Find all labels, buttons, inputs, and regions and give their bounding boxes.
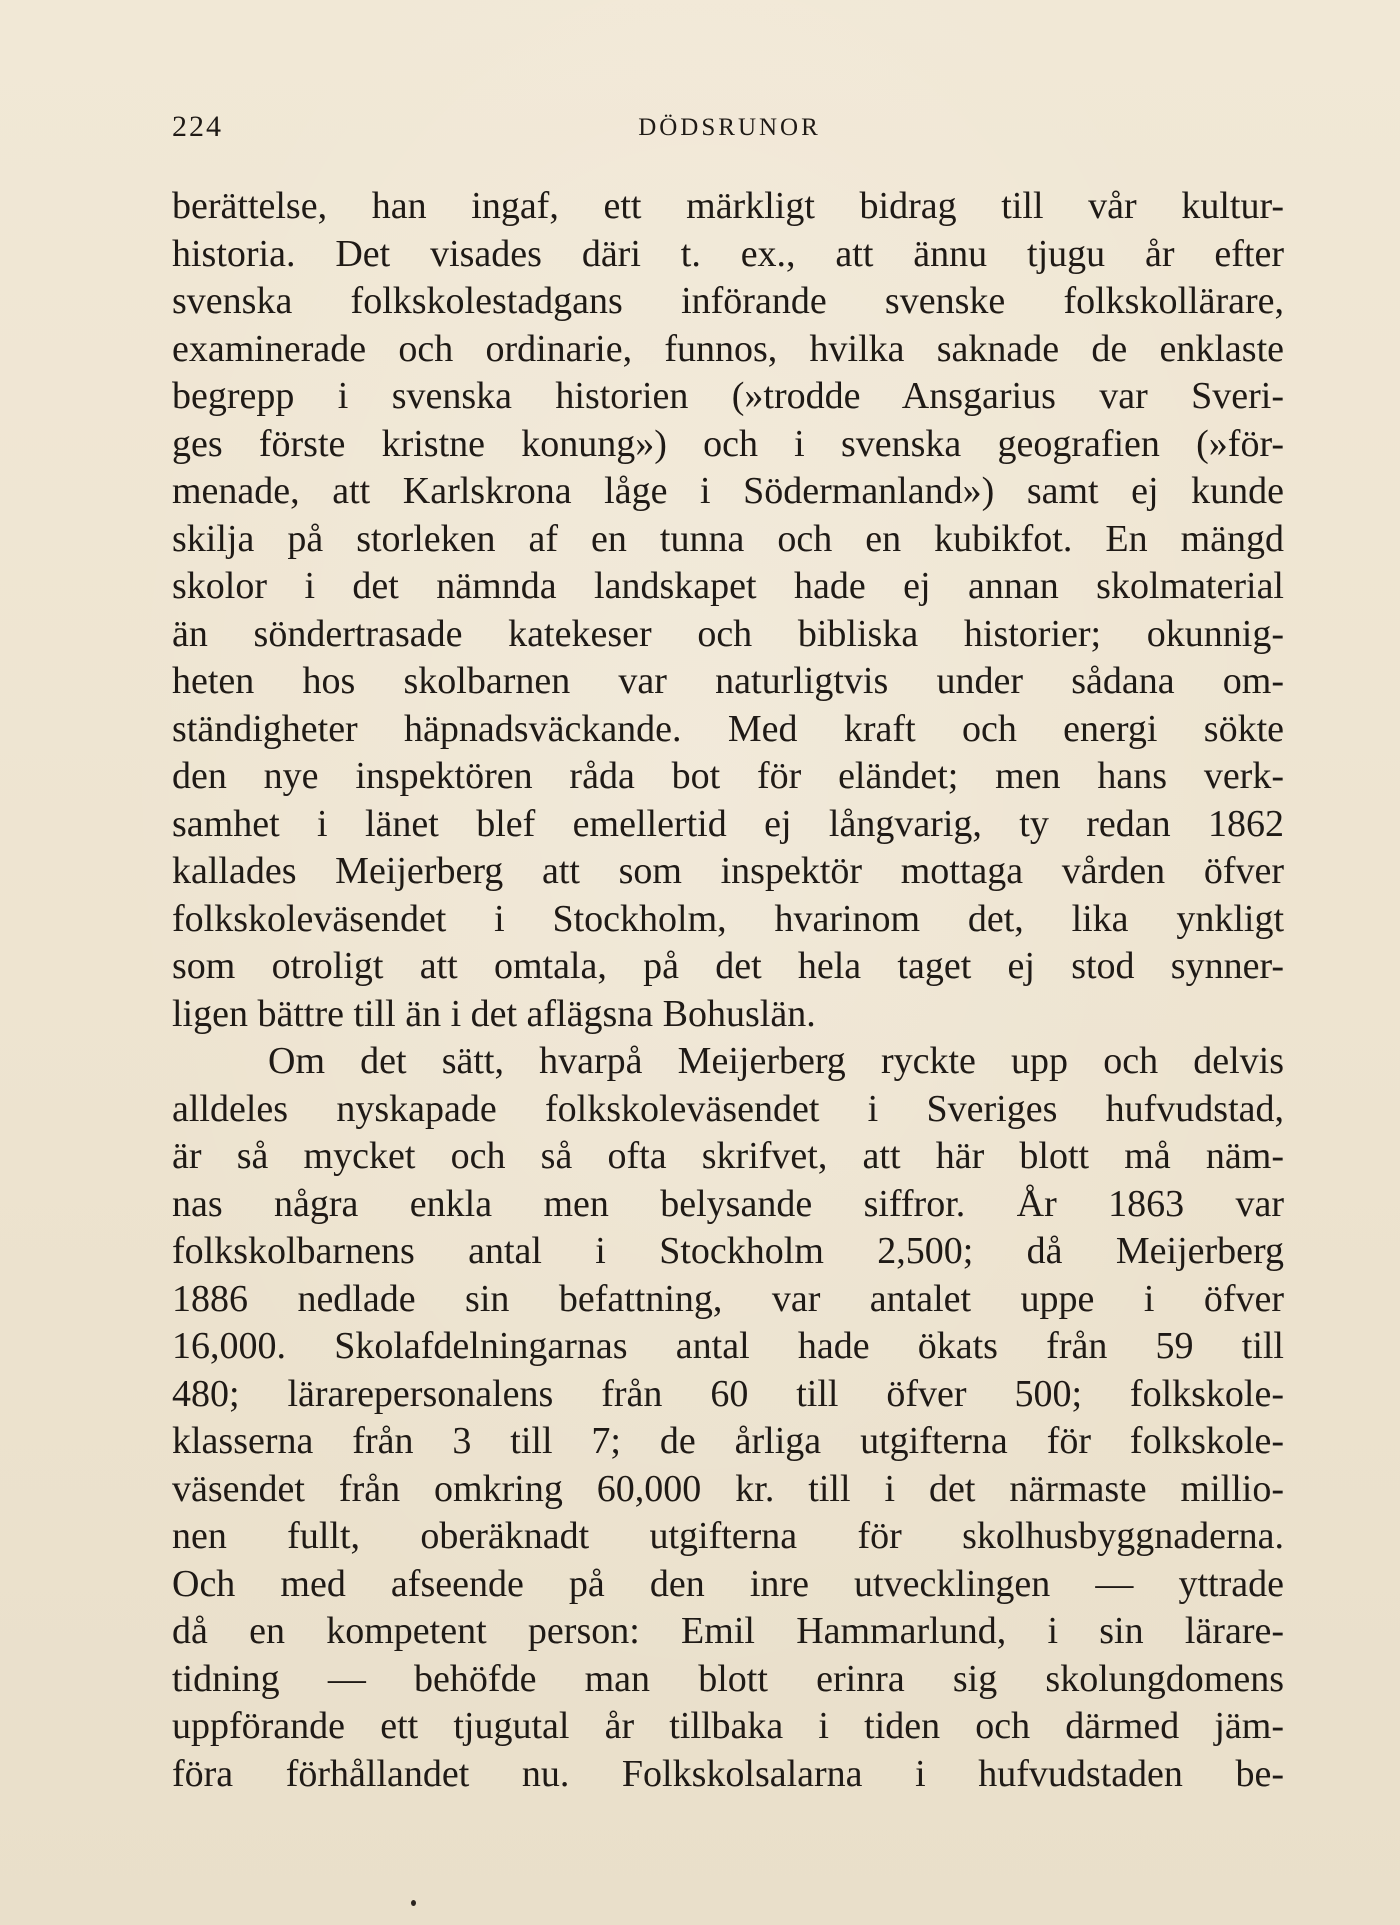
text-line: föra förhållandet nu. Folkskolsalarna i hufvudstaden be- <box>172 1752 1284 1795</box>
text-line: ständigheter häpnadsväckande. Med kraft och energi sökte <box>172 707 1284 750</box>
paragraph-start-line: Om det sätt, hvarpå Meijerberg ryckte upp och delvis <box>268 1040 1284 1082</box>
text-line: svenska folkskolestadgans införande svenske folkskollärare, <box>172 280 1284 322</box>
text-line: uppförande ett tjugutal år tillbaka i tiden och därmed jäm- <box>172 1705 1284 1747</box>
text-line: 480; lärarepersonalens från 60 till öfver 500; folkskole- <box>172 1372 1284 1415</box>
text-line: menade, att Karlskrona låge i Södermanland») samt ej kunde <box>172 470 1284 512</box>
text-line: klasserna från 3 till 7; de årliga utgifterna för folkskole- <box>172 1420 1284 1462</box>
text-line: samhet i länet blef emellertid ej långvarig, ty redan 1862 <box>172 802 1284 845</box>
text-line: skolor i det nämnda landskapet hade ej annan skolmaterial <box>172 565 1284 607</box>
text-line: folkskolbarnens antal i Stockholm 2,500; då Meijerberg <box>172 1230 1284 1272</box>
page-header <box>172 110 1287 146</box>
ink-speck <box>411 1900 416 1906</box>
text-line: folkskoleväsendet i Stockholm, hvarinom det, lika ynkligt <box>172 897 1284 940</box>
text-line: den nye inspektören råda bot för eländet; men hans verk- <box>172 755 1284 797</box>
running-head: DÖDSRUNOR <box>638 114 821 141</box>
text-line: nas några enkla men belysande siffror. År 1863 var <box>172 1182 1284 1225</box>
text-line: Och med afseende på den inre utvecklingen — yttrade <box>172 1562 1284 1605</box>
text-line: examinerade och ordinarie, funnos, hvilka saknade de enklaste <box>172 327 1284 370</box>
paragraph-end-line: ligen bättre till än i det aflägsna Bohuslän. <box>172 992 816 1035</box>
text-line: nen fullt, oberäknadt utgifterna för skolhusbyggnaderna. <box>172 1515 1284 1557</box>
text-line: 16,000. Skolafdelningarnas antal hade ökats från 59 till <box>172 1325 1284 1367</box>
text-line: är så mycket och så ofta skrifvet, att här blott må näm- <box>172 1135 1284 1177</box>
text-line: berättelse, han ingaf, ett märkligt bidrag till vår kultur- <box>172 185 1284 227</box>
text-line: alldeles nyskapade folkskoleväsendet i Sveriges hufvudstad, <box>172 1087 1284 1130</box>
text-line: tidning — behöfde man blott erinra sig skolungdomens <box>172 1657 1284 1700</box>
text-line: väsendet från omkring 60,000 kr. till i det närmaste millio- <box>172 1467 1284 1510</box>
text-line: heten hos skolbarnen var naturligtvis under sådana om- <box>172 660 1284 702</box>
text-line: 1886 nedlade sin befattning, var antalet uppe i öfver <box>172 1277 1284 1320</box>
text-line: begrepp i svenska historien (»trodde Ansgarius var Sveri- <box>172 375 1284 417</box>
text-line: ges förste kristne konung») och i svenska geografien (»för- <box>172 422 1284 465</box>
body-text <box>172 183 1284 1798</box>
text-line: historia. Det visades däri t. ex., att ännu tjugu år efter <box>172 232 1284 275</box>
text-line: skilja på storleken af en tunna och en kubikfot. En mängd <box>172 517 1284 560</box>
text-line: än söndertrasade katekeser och bibliska historier; okunnig- <box>172 612 1284 655</box>
text-line: kallades Meijerberg att som inspektör mottaga vården öfver <box>172 850 1284 892</box>
page-number: 224 <box>172 110 223 143</box>
text-line: som otroligt att omtala, på det hela taget ej stod synner- <box>172 945 1284 987</box>
text-line: då en kompetent person: Emil Hammarlund, i sin lärare- <box>172 1610 1284 1652</box>
